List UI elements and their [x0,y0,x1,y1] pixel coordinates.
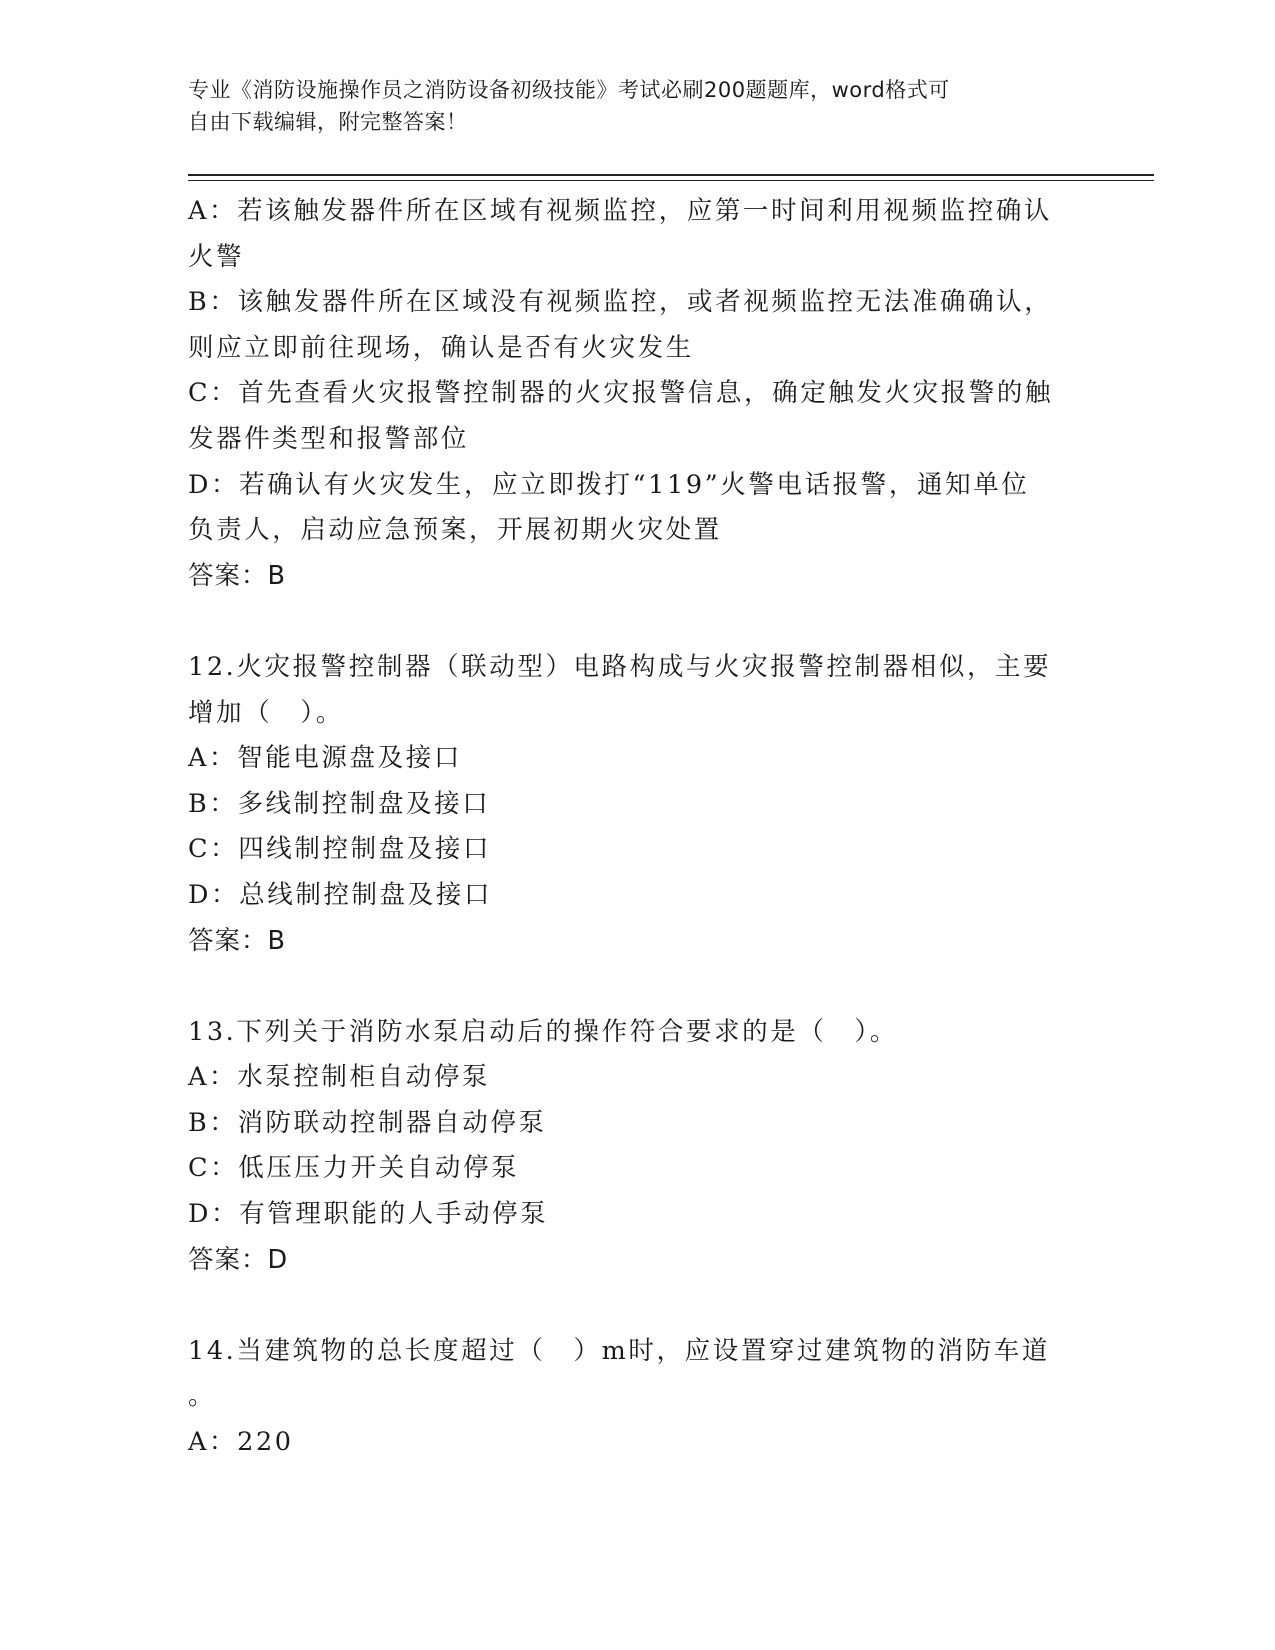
option-b-line-1: B：该触发器件所在区域没有视频监控，或者视频监控无法准确确认， [188,287,1053,318]
option-a-line-1: A：若该触发器件所在区域有视频监控，应第一时间利用视频监控确认 [188,196,1053,226]
answer: 答案：D [188,1244,289,1275]
option-c: C：四线制控制盘及接口 [188,834,492,865]
option-a: A：220 [188,1427,294,1458]
answer: 答案：B [188,925,286,956]
question-stem-line-1: 12.火灾报警控制器（联动型）电路构成与火灾报警控制器相似，主要 [188,651,1052,682]
option-b: B：多线制控制盘及接口 [188,788,491,819]
header-line-1: 专业《消防设施操作员之消防设备初级技能》考试必刷200题题库，word格式可 [188,78,950,102]
prev-question [188,189,1088,599]
option-a: A：水泵控制柜自动停泵 [188,1062,491,1093]
header-rule-thin [188,180,1154,181]
header-line-2: 自由下载编辑，附完整答案！ [188,110,468,134]
question-stem-line-2: 。 [188,1381,217,1412]
question-stem-line-1: 14.当建筑物的总长度超过（ ）m时，应设置穿过建筑物的消防车道 [188,1335,1050,1366]
option-d-line-2: 负责人，启动应急预案，开展初期火灾处置 [188,515,722,546]
option-d-line-1: D：若确认有火灾发生，应立即拨打“119”火警电话报警，通知单位 [188,469,1030,500]
spacer [188,964,1088,1010]
option-a-line-2: 火警 [188,241,245,272]
spacer [188,1283,1088,1329]
question-content [188,189,1088,1466]
option-d: D：有管理职能的人手动停泵 [188,1199,549,1230]
option-b-line-2: 则应立即前往现场，确认是否有火灾发生 [188,332,694,363]
question-12 [188,645,1088,964]
question-stem-line-2: 增加（ ）。 [188,697,344,728]
document-header [188,74,1068,138]
question-stem: 13.下列关于消防水泵启动后的操作符合要求的是（ ）。 [188,1016,899,1047]
question-14 [188,1329,1088,1466]
question-13 [188,1010,1088,1284]
option-a: A：智能电源盘及接口 [188,743,462,774]
answer: 答案：B [188,560,286,591]
header-rule-thick [188,174,1154,176]
option-d: D：总线制控制盘及接口 [188,879,493,910]
option-c: C：低压压力开关自动停泵 [188,1153,520,1184]
option-c-line-1: C：首先查看火灾报警控制器的火灾报警信息，确定触发火灾报警的触 [188,378,1054,409]
option-b: B：消防联动控制器自动停泵 [188,1107,547,1138]
option-c-line-2: 发器件类型和报警部位 [188,423,470,454]
spacer [188,599,1088,645]
